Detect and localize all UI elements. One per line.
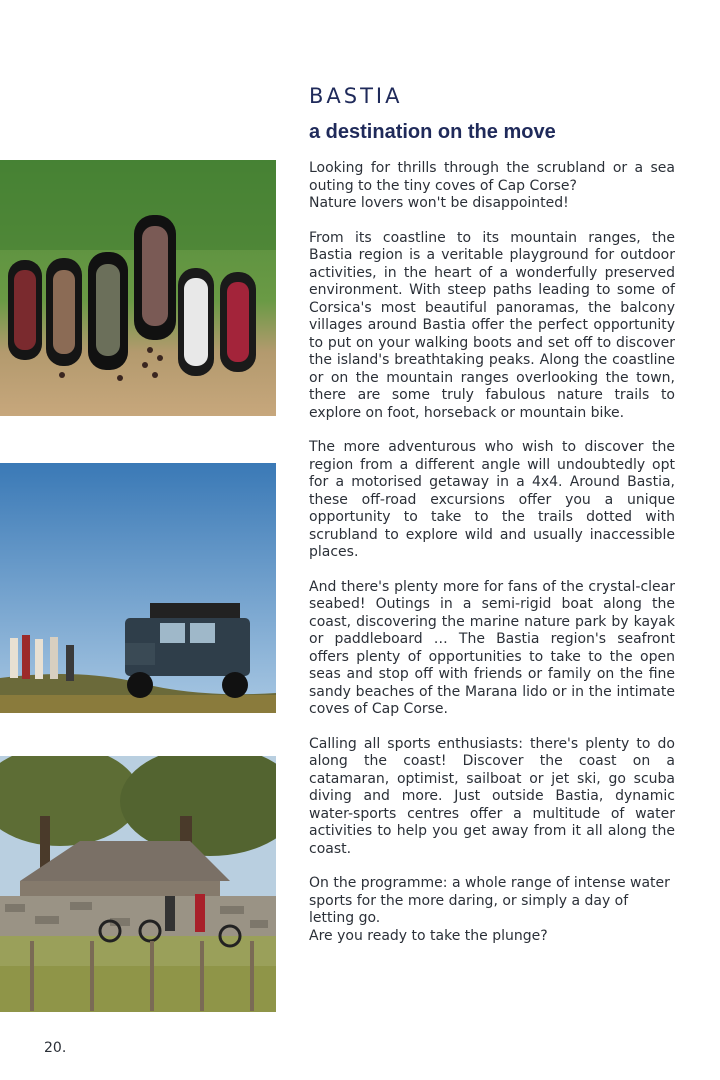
article-body — [309, 160, 675, 962]
page-title: BASTIA — [309, 84, 403, 109]
page-subtitle: a destination on the move — [309, 120, 556, 143]
boats-aerial-photo — [0, 160, 276, 416]
body-paragraph: From its coastline to its mountain ranges, the Bastia region is a veritable playground for outdoor activities, in the heart of a wonderfully preserved environment. With steep paths leading to some of Corsica's most beautiful panoramas, the balcony villages around Bastia offer the perfect opportunity to put on your walking boots and set off to discover the island's breathtaking peaks. Along the coastline or on the mountain ranges overlooking the town, there are some truly fabulous nature trails to explore on foot, horseback or mountain bike. — [309, 229, 675, 421]
body-paragraph: The more adventurous who wish to discover the region from a different angle will undoubtedly opt for a motorised getaway in a 4x4. Around Bastia, these off-road excursions offer you a unique opportunity to take to the trails dotted with scrubland to explore wild and usually inaccessible places. — [309, 439, 675, 560]
body-paragraph-closing: On the programme: a whole range of intense water sports for the more daring, or simply a day of letting go. Are you ready to take the plunge? — [309, 875, 670, 944]
body-paragraph: Calling all sports enthusiasts: there's plenty to do along the coast! Discover the coast on a catamaran, optimist, sailboat or jet ski, go scuba diving and more. Just outside Bastia, dynamic water-sports centres offer a multitude of water activities to help you get away from it all along the coast. — [309, 735, 675, 857]
jeep-4x4-photo — [0, 463, 276, 713]
body-paragraph-intro: Looking for thrills through the scrubland or a sea outing to the tiny coves of Cap Corse? Nature lovers won't be disappointed! — [309, 160, 675, 211]
body-paragraph: And there's plenty more for fans of the crystal-clear seabed! Outings in a semi-rigid boat along the coast, discovering the marine nature park by kayak or paddleboard … The Bastia region's seafront offers plenty of opportunities to take to the open seas and stop off with friends or family on the fine sandy beaches of the Marana lido or in the intimate coves of Cap Corse. — [309, 578, 675, 717]
stone-house-bikers-photo — [0, 756, 276, 1012]
page-number: 20. — [44, 1040, 67, 1056]
